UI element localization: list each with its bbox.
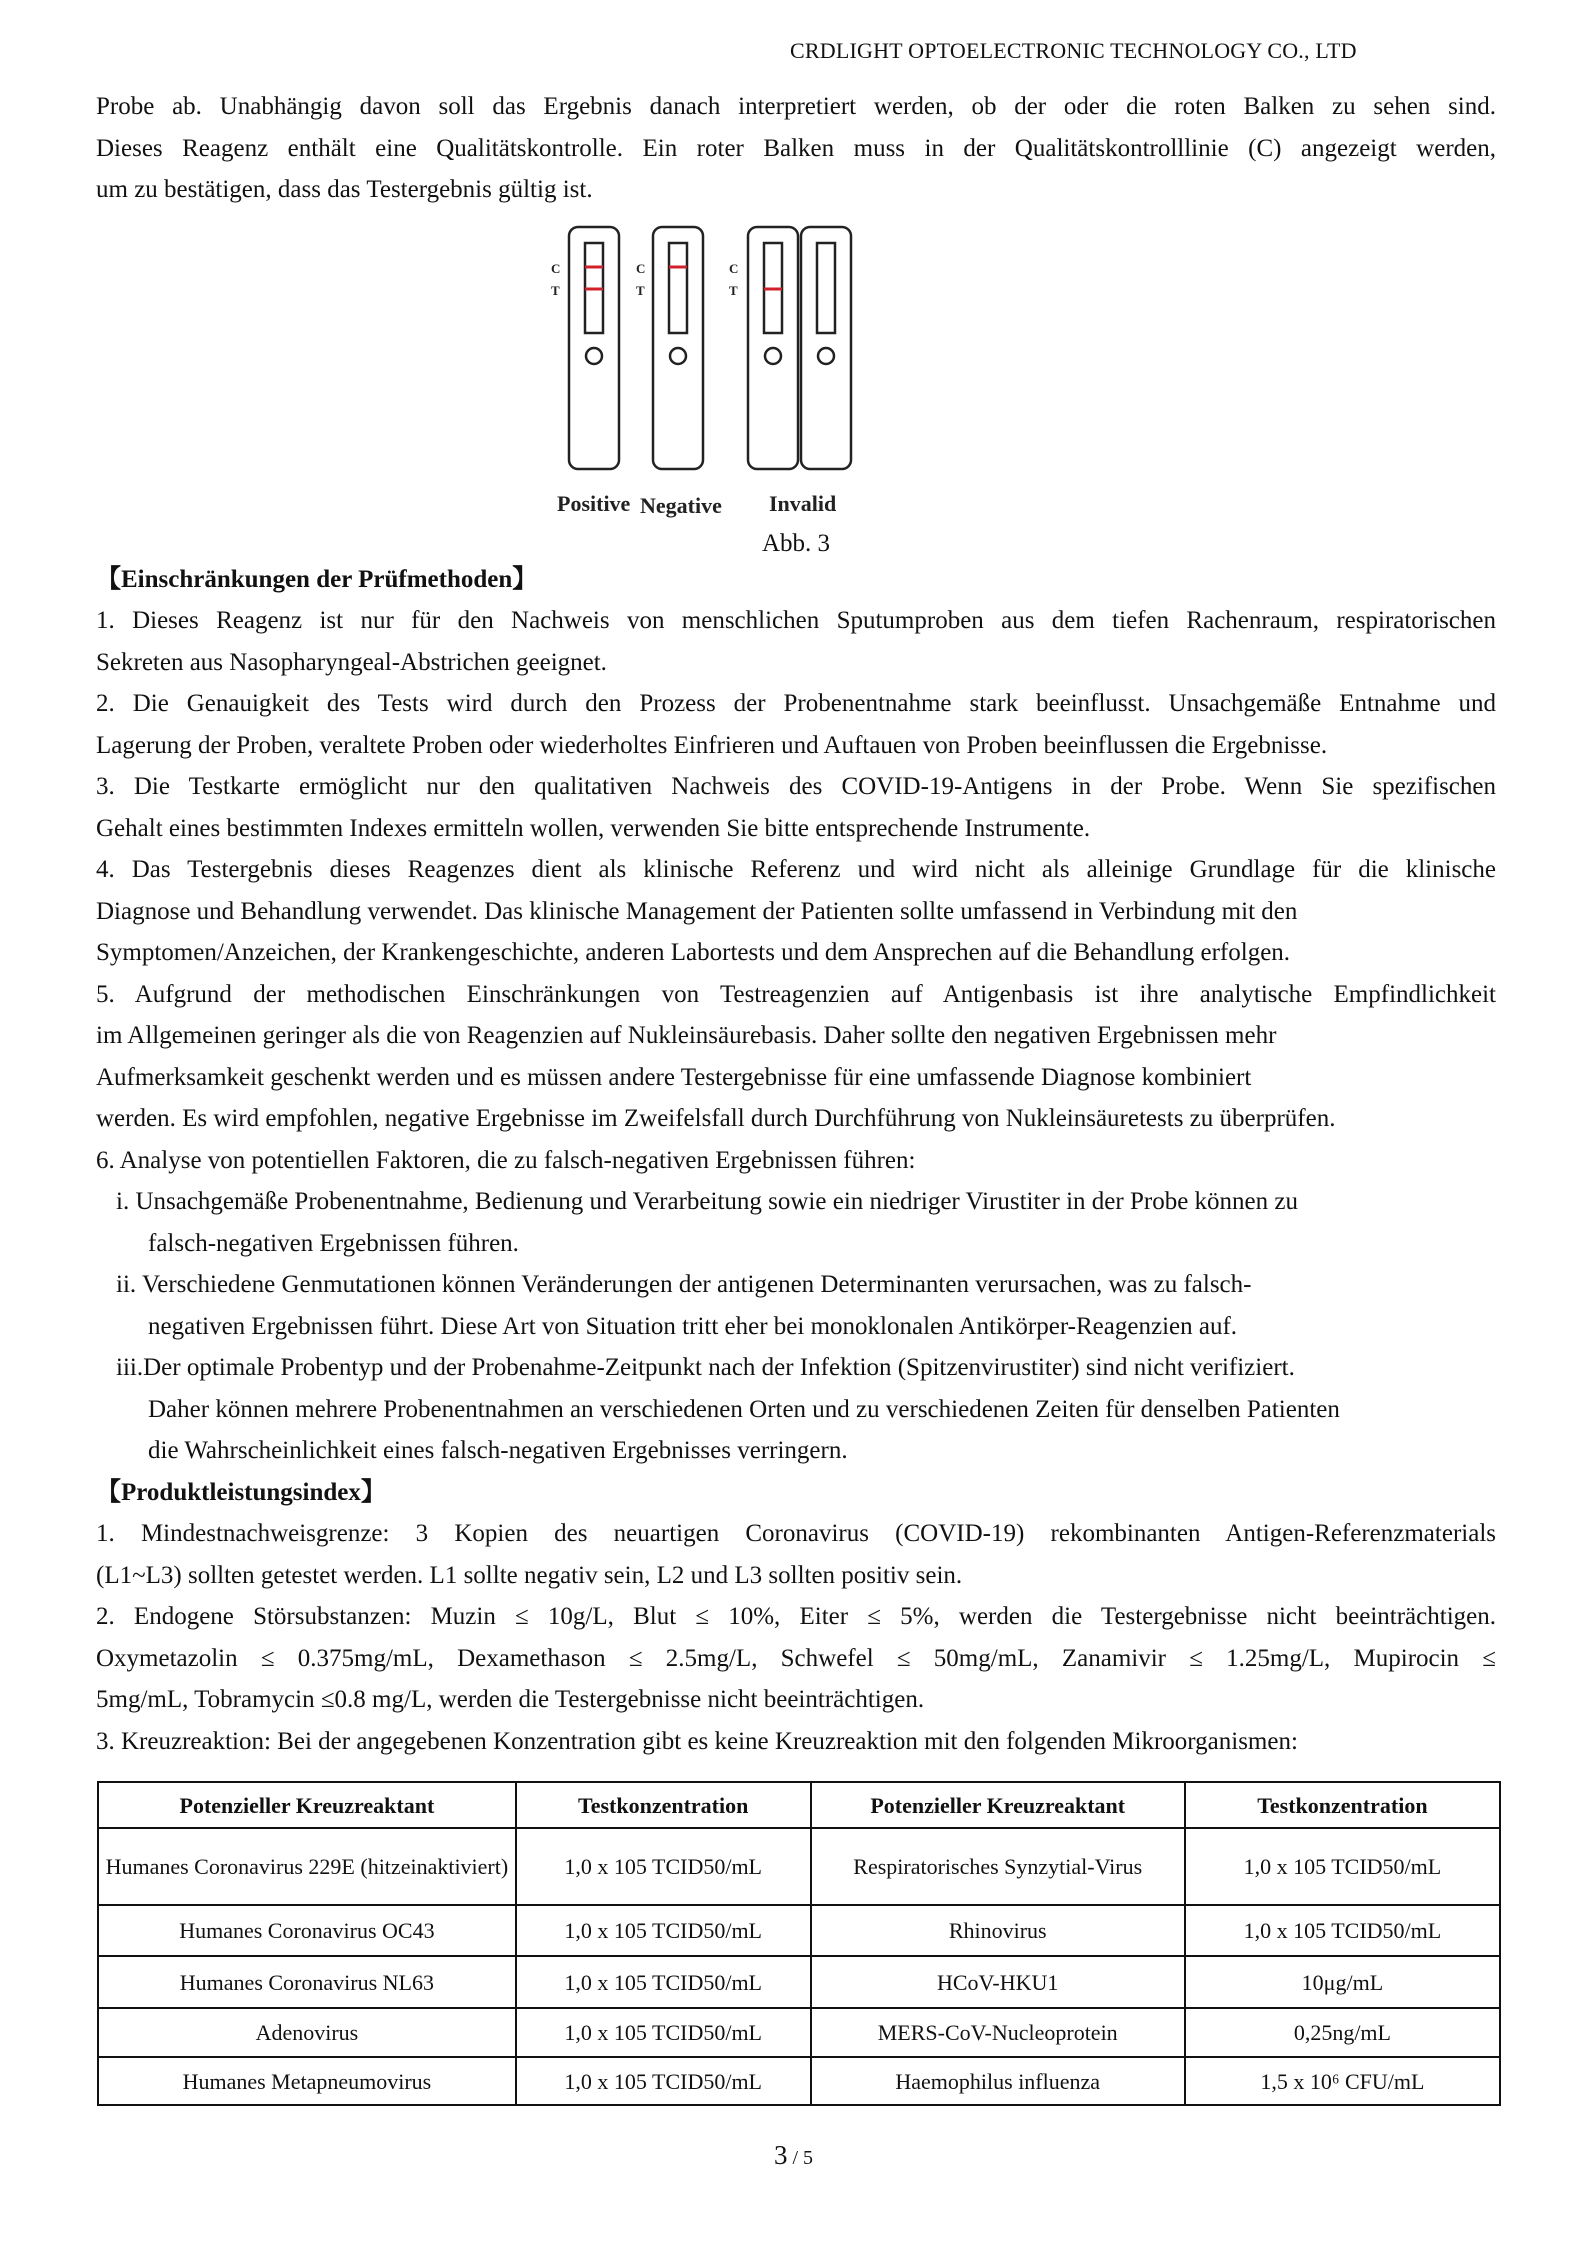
sub-item xyxy=(96,1264,1496,1347)
table-row xyxy=(98,1956,1500,2008)
table-cell: 1,0 x 105 TCID50/mL xyxy=(516,1828,811,1905)
table-row xyxy=(98,1905,1500,1956)
table-header-row xyxy=(98,1782,1500,1828)
section-title-performance: 【Produktleistungsindex】 xyxy=(96,1478,386,1506)
limits-line: 4. Das Testergebnis dieses Reagenzes dient als klinische Referenz und wird nicht als alleinige Grundlage für die klinische xyxy=(96,856,1496,883)
table-cell: Adenovirus xyxy=(98,2008,516,2057)
c-letter-negative: C xyxy=(636,260,646,276)
figure-test-results xyxy=(96,211,1496,559)
label-negative: Negative xyxy=(640,492,722,518)
table-cell: 1,0 x 105 TCID50/mL xyxy=(1185,1828,1500,1905)
performance-line: 1. Mindestnachweisgrenze: 3 Kopien des neuartigen Coronavirus (COVID-19) rekombinanten Antigen-Referenzmaterials xyxy=(96,1520,1496,1547)
sub-item xyxy=(96,1181,1496,1264)
sub-item-text: Der optimale Probentyp und der Probenahme-Zeitpunkt nach der Infektion (Spitzenvirustiter) sind nicht verifiziert. xyxy=(143,1354,1295,1381)
limits-line: 1. Dieses Reagenz ist nur für den Nachweis von menschlichen Sputumproben aus dem tiefen Rachenraum, respiratorischen xyxy=(96,607,1496,634)
t-letter-negative: T xyxy=(636,282,645,298)
table-cell: 1,0 x 105 TCID50/mL xyxy=(516,1905,811,1956)
sub-item-marker: ii. xyxy=(116,1271,137,1298)
sub-item-marker: i. xyxy=(116,1188,130,1215)
table-cell: 1,0 x 105 TCID50/mL xyxy=(516,2008,811,2057)
table-row xyxy=(98,2057,1500,2105)
cross-reaction-table xyxy=(97,1781,1501,2106)
sub-item-text: Verschiedene Genmutationen können Veränderungen der antigenen Determinanten verursachen, was zu falsch- xyxy=(141,1271,1252,1298)
table-cell: MERS-CoV-Nucleoprotein xyxy=(811,2008,1185,2057)
sample-well xyxy=(670,348,686,364)
table-cell: Humanes Coronavirus NL63 xyxy=(98,1956,516,2008)
sub-item-text: negativen Ergebnissen führt. Diese Art von Situation tritt eher bei monoklonalen Antikörper-Reagenzien auf. xyxy=(148,1312,1238,1340)
table-cell: 1,0 x 105 TCID50/mL xyxy=(1185,1905,1500,1956)
result-window xyxy=(669,243,687,333)
header-cell: Testkonzentration xyxy=(1185,1782,1500,1828)
c-letter-positive: C xyxy=(551,260,561,276)
intro-line: Probe ab. Unabhängig davon soll das Ergebnis danach interpretiert werden, ob der oder die roten Balken zu sehen sind. xyxy=(96,93,1496,120)
page-number xyxy=(0,2140,1587,2171)
sub-item-marker: iii. xyxy=(116,1354,144,1381)
header-cell: Potenzieller Kreuzreaktant xyxy=(98,1782,516,1828)
limits-line: 5. Aufgrund der methodischen Einschränkungen von Testreagenzien auf Antigenbasis ist ihre analytische Empfindlichkeit xyxy=(96,980,1496,1008)
table-cell: Humanes Metapneumovirus xyxy=(98,2057,516,2105)
intro-line: um zu bestätigen, dass das Testergebnis gültig ist. xyxy=(96,176,593,203)
sub-item xyxy=(96,1347,1496,1472)
table-cell: 0,25ng/mL xyxy=(1185,2008,1500,2057)
header-cell: Testkonzentration xyxy=(516,1782,811,1828)
figure-caption: Abb. 3 xyxy=(761,529,831,557)
company-header: CRDLIGHT OPTOELECTRONIC TECHNOLOGY CO., LTD xyxy=(790,38,1357,63)
sub-item-text: Unsachgemäße Probenentnahme, Bedienung und Verarbeitung sowie ein niedriger Virustiter in der Probe können zu xyxy=(135,1188,1298,1215)
limits-line: 6. Analyse von potentiellen Faktoren, die zu falsch-negativen Ergebnissen führen: xyxy=(96,1146,916,1174)
page-total: / 5 xyxy=(787,2147,814,2169)
performance-line: 2. Endogene Störsubstanzen: Muzin ≤ 10g/L, Blut ≤ 10%, Eiter ≤ 5%, werden die Testergebnisse nicht beeinträchtigen. xyxy=(96,1603,1496,1630)
label-invalid: Invalid xyxy=(769,490,837,516)
c-letter-invalid: C xyxy=(729,260,739,276)
limits-line: werden. Es wird empfohlen, negative Ergebnisse im Zweifelsfall durch Durchführung von Nukleinsäuretests zu überprüfen. xyxy=(96,1105,1336,1132)
table-row xyxy=(98,2008,1500,2057)
table-cell: 1,0 x 105 TCID50/mL xyxy=(516,1956,811,2008)
limits-line: Diagnose und Behandlung verwendet. Das klinische Management der Patienten sollte umfassend in Verbindung mit den xyxy=(96,897,1298,925)
table-cell: 1,0 x 105 TCID50/mL xyxy=(516,2057,811,2105)
result-window xyxy=(817,243,835,333)
table-cell: HCoV-HKU1 xyxy=(811,1956,1185,2008)
sub-item-text: falsch-negativen Ergebnissen führen. xyxy=(148,1229,519,1257)
sample-well xyxy=(818,348,834,364)
limits-line: Symptomen/Anzeichen, der Krankengeschichte, anderen Labortests und dem Ansprechen auf die Behandlung erfolgen. xyxy=(96,939,1291,966)
performance-line: (L1~L3) sollten getestet werden. L1 sollte negativ sein, L2 und L3 sollten positiv sein. xyxy=(96,1561,963,1589)
sample-well xyxy=(586,348,602,364)
sub-item-text: Daher können mehrere Probenentnahmen an verschiedenen Orten und zu verschiedenen Zeiten für denselben Patienten xyxy=(148,1395,1340,1423)
table-cell: Humanes Coronavirus 229E (hitzeinaktiviert) xyxy=(98,1828,516,1905)
performance-line: 3. Kreuzreaktion: Bei der angegebenen Konzentration gibt es keine Kreuzreaktion mit den folgenden Mikroorganismen: xyxy=(96,1727,1298,1755)
page-current: 3 xyxy=(773,2140,788,2170)
table-cell: Rhinovirus xyxy=(811,1905,1185,1956)
label-positive: Positive xyxy=(557,490,631,516)
intro-line: Dieses Reagenz enthält eine Qualitätskontrolle. Ein roter Balken muss in der Qualitätskontrolllinie (C) angezeigt werden, xyxy=(96,134,1496,162)
sample-well xyxy=(765,348,781,364)
performance-line: Oxymetazolin ≤ 0.375mg/mL, Dexamethason ≤ 2.5mg/L, Schwefel ≤ 50mg/mL, Zanamivir ≤ 1.25mg/L, Mupirocin ≤ xyxy=(96,1644,1496,1672)
header-cell: Potenzieller Kreuzreaktant xyxy=(811,1782,1185,1828)
limits-line: 3. Die Testkarte ermöglicht nur den qualitativen Nachweis des COVID-19-Antigens in der Probe. Wenn Sie spezifischen xyxy=(96,773,1496,800)
table-cell: Haemophilus influenza xyxy=(811,2057,1185,2105)
limits-line: Aufmerksamkeit geschenkt werden und es müssen andere Testergebnisse für eine umfassende Diagnose kombiniert xyxy=(96,1063,1252,1091)
table-cell: 1,5 x 10⁶ CFU/mL xyxy=(1185,2057,1500,2105)
table-cell: Humanes Coronavirus OC43 xyxy=(98,1905,516,1956)
table-cell: Respiratorisches Synzytial-Virus xyxy=(811,1828,1185,1905)
limits-line: Sekreten aus Nasopharyngeal-Abstrichen geeignet. xyxy=(96,648,607,676)
sub-item-text: die Wahrscheinlichkeit eines falsch-negativen Ergebnisses verringern. xyxy=(148,1437,848,1464)
test-card-illustration xyxy=(551,221,1011,521)
t-letter-positive: T xyxy=(551,282,560,298)
limits-line: 2. Die Genauigkeit des Tests wird durch den Prozess der Probenentnahme stark beeinflusst. Unsachgemäße Entnahme und xyxy=(96,690,1496,717)
performance-line: 5mg/mL, Tobramycin ≤0.8 mg/L, werden die Testergebnisse nicht beeinträchtigen. xyxy=(96,1686,925,1713)
section-title-limits: 【Einschränkungen der Prüfmethoden】 xyxy=(96,565,538,593)
limits-line: Gehalt eines bestimmten Indexes ermitteln wollen, verwenden Sie bitte entsprechende Instrumente. xyxy=(96,814,1091,842)
limits-line: Lagerung der Proben, veraltete Proben oder wiederholtes Einfrieren und Auftauen von Proben beeinflussen die Ergebnisse. xyxy=(96,731,1328,759)
t-letter-invalid: T xyxy=(729,282,738,298)
table-cell: 10μg/mL xyxy=(1185,1956,1500,2008)
table-row xyxy=(98,1828,1500,1905)
document-body xyxy=(96,86,1496,1762)
limits-line: im Allgemeinen geringer als die von Reagenzien auf Nukleinsäurebasis. Daher sollte den negativen Ergebnissen mehr xyxy=(96,1022,1277,1049)
